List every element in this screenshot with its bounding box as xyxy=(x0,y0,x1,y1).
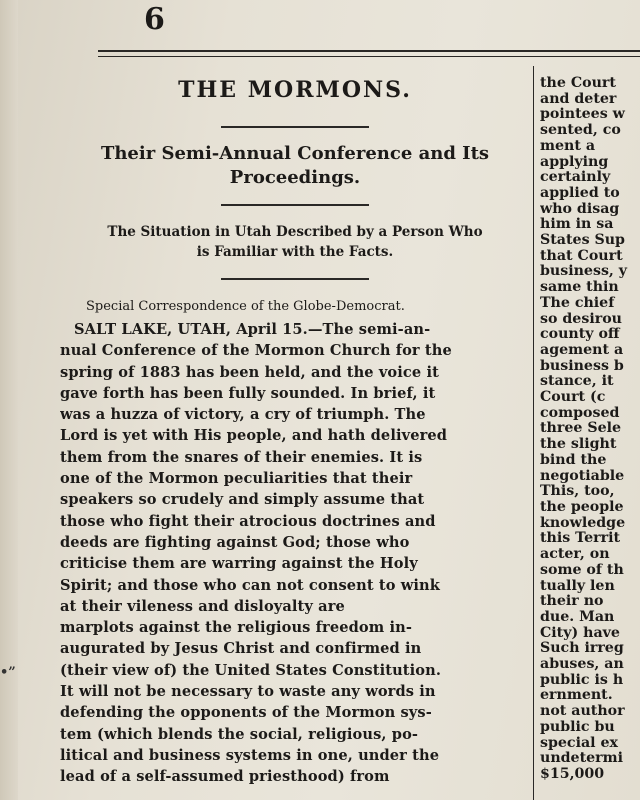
body-line: deeds are fighting against God; those who xyxy=(60,533,410,551)
right-column-line: ernment. xyxy=(540,687,613,704)
right-column-line: applied to xyxy=(540,184,620,201)
body-line: augurated by Jesus Christ and confirmed in xyxy=(60,640,422,658)
article-headline: THE MORMONS. xyxy=(178,77,412,103)
article-deck xyxy=(60,222,530,262)
column-divider xyxy=(533,66,534,800)
right-column-line: abuses, an xyxy=(540,656,624,673)
right-column-line: $15,000 xyxy=(540,765,605,782)
right-column-line: public is h xyxy=(540,671,624,688)
right-column-line: business b xyxy=(540,357,624,374)
body-line: criticise them are warring against the Holy xyxy=(60,555,418,573)
body-line: (their view of) the United States Constitution. xyxy=(60,661,441,679)
body-line: Spirit; and those who can not consent to wink xyxy=(60,576,440,594)
body-line: SALT LAKE, UTAH, April 15.—The semi-an- xyxy=(74,321,431,338)
body-line: speakers so crudely and simply assume that xyxy=(60,491,425,509)
right-column-line: sented, co xyxy=(540,122,621,139)
right-column-line: some of th xyxy=(540,561,624,578)
body-line: tem (which blends the social, religious, po- xyxy=(60,725,419,743)
body-line: one of the Mormon peculiarities that their xyxy=(60,470,413,488)
adjacent-column xyxy=(540,76,640,783)
right-column-line: pointees w xyxy=(540,106,625,123)
right-column-line: business, y xyxy=(540,263,628,280)
right-column-line: stance, it xyxy=(540,373,614,390)
right-column-line: county off xyxy=(540,326,620,343)
subheadline-line: Their Semi-Annual Conference and Its xyxy=(100,143,490,164)
right-column-line: certainly xyxy=(540,169,611,186)
article-body xyxy=(60,319,530,788)
deck-line: is Familiar with the Facts. xyxy=(196,244,394,260)
body-line: spring of 1883 has been held, and the voice it xyxy=(60,363,439,381)
right-column-line: City) have xyxy=(540,624,620,641)
right-column-line: three Sele xyxy=(540,420,622,437)
right-column-line: so desirou xyxy=(540,310,622,327)
page-number: 6 xyxy=(144,2,165,37)
right-column-line: Such irreg xyxy=(540,640,624,657)
deck-line: The Situation in Utah Described by a Person Who xyxy=(107,224,483,240)
right-column-line: who disag xyxy=(540,200,620,217)
right-column-line: Court (c xyxy=(540,389,606,406)
top-rule-thin xyxy=(98,56,640,57)
body-line: lead of a self-assumed priesthood) from xyxy=(60,768,390,786)
right-column-line: acter, on xyxy=(540,546,610,563)
right-column-line: the slight xyxy=(540,436,617,453)
body-line: nual Conference of the Mormon Church for the xyxy=(60,342,452,360)
right-column-line: the Court xyxy=(540,76,616,91)
right-column-line: knowledge xyxy=(540,514,626,531)
body-line: marplots against the religious freedom in- xyxy=(60,619,412,637)
top-rule xyxy=(98,50,640,52)
right-column-line: the people xyxy=(540,498,624,515)
body-line: was a huzza of victory, a cry of triumph. The xyxy=(60,406,426,424)
page-left-edge xyxy=(0,0,18,800)
right-column-line: applying xyxy=(540,153,609,170)
right-column-line: public bu xyxy=(540,718,615,735)
body-line: gave forth has been fully sounded. In brief, it xyxy=(60,384,436,402)
article-column xyxy=(60,66,530,788)
right-column-line: this Territ xyxy=(540,530,621,547)
body-line: It will not be necessary to waste any words in xyxy=(60,683,436,701)
right-column-line: special ex xyxy=(540,734,618,751)
right-column-line: that Court xyxy=(540,247,623,264)
right-column-line: agement a xyxy=(540,341,624,358)
article-subheadline xyxy=(60,142,530,190)
body-line: them from the snares of their enemies. It is xyxy=(60,448,423,466)
right-column-line: negotiable xyxy=(540,467,625,484)
article-byline: Special Correspondence of the Globe-Democrat. xyxy=(86,299,405,314)
right-column-line: their no xyxy=(540,593,604,610)
right-column-line: due. Man xyxy=(540,608,615,625)
body-line: at their vileness and disloyalty are xyxy=(60,597,345,615)
right-column-line: tually len xyxy=(540,577,615,594)
right-column-line: This, too, xyxy=(540,483,615,500)
subheadline-line: Proceedings. xyxy=(229,167,361,188)
right-column-line: States Sup xyxy=(540,232,625,249)
body-line: litical and business systems in one, under the xyxy=(60,746,440,764)
right-column-line: The chief xyxy=(540,294,615,311)
right-column-line: not author xyxy=(540,703,625,720)
body-line: those who fight their atrocious doctrines and xyxy=(60,512,436,530)
body-line: Lord is yet with His people, and hath delivered xyxy=(60,427,448,445)
right-column-line: same thin xyxy=(540,279,619,296)
stray-mark: •” xyxy=(0,665,16,680)
right-column-line: and deter xyxy=(540,90,617,107)
body-line: defending the opponents of the Mormon sys- xyxy=(60,704,432,722)
right-column-line: ment a xyxy=(540,137,596,154)
right-column-line: him in sa xyxy=(540,216,614,233)
right-column-line: undetermi xyxy=(540,750,624,767)
right-column-line: bind the xyxy=(540,451,607,468)
right-column-line: composed xyxy=(540,404,620,421)
